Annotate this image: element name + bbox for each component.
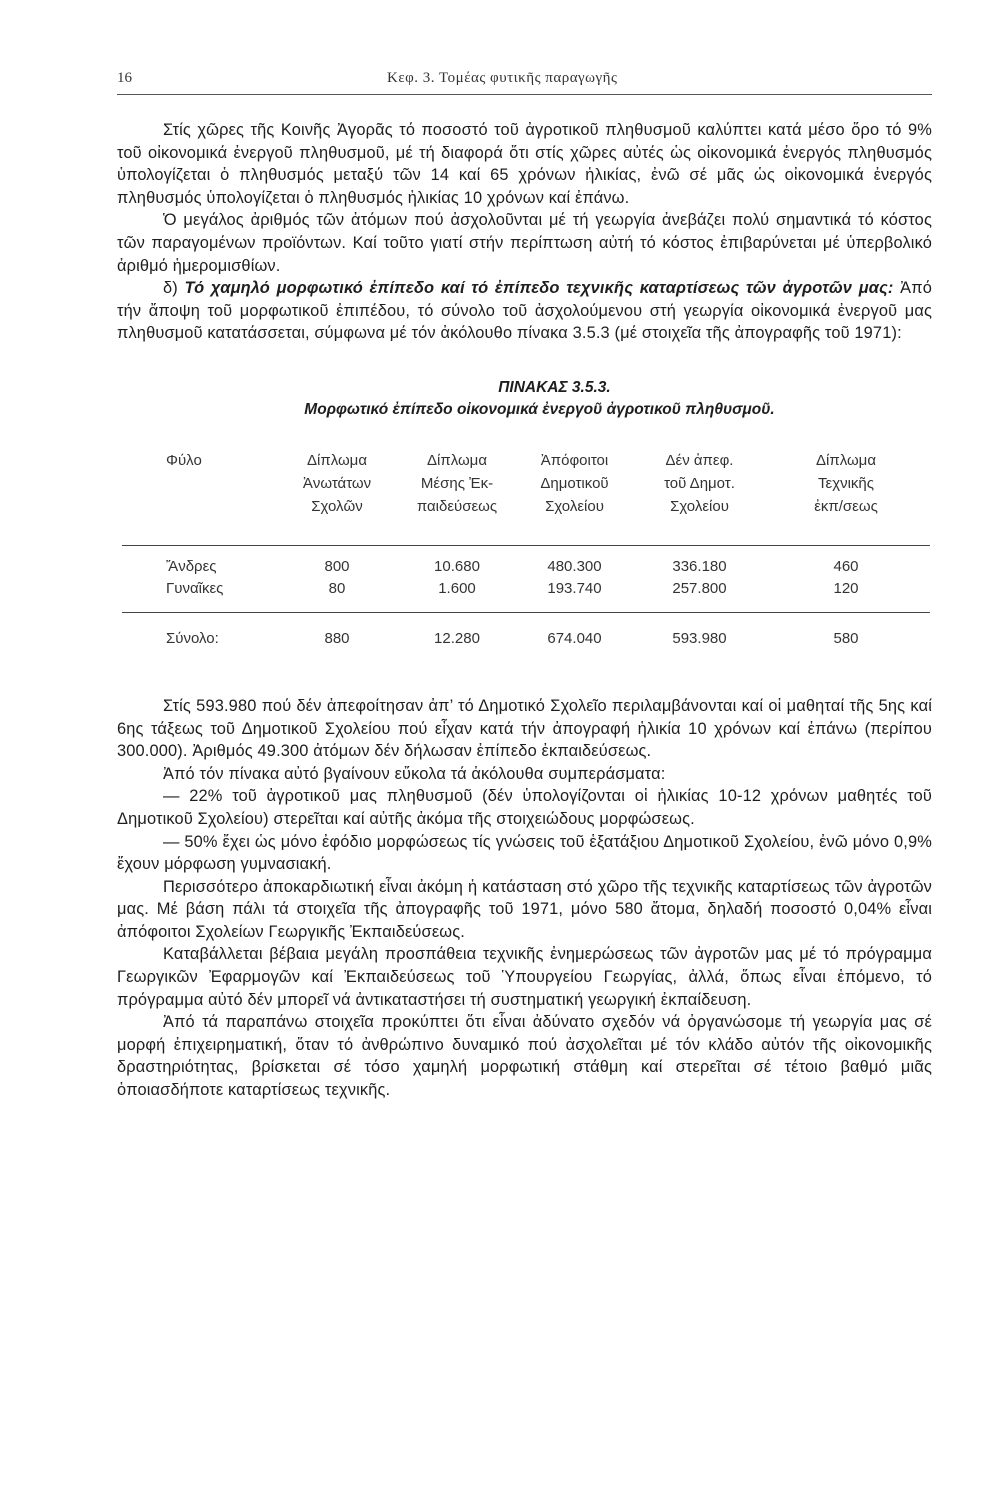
table-cell: Γυναῖκες	[122, 578, 272, 613]
table-caption-title: Μορφωτικό ἐπίπεδο οἰκονομικά ἐνεργοῦ ἀγροτικοῦ πληθυσμοῦ.	[304, 400, 775, 418]
list-item: — 22% τοῦ ἀγροτικοῦ μας πληθυσμοῦ (δέν ὑπολογίζονται οἱ ἡλικίας 10-12 χρόνων μαθητές τοῦ Δημοτικοῦ Σχολείου) στερεῖται καί αὐτῆς ἀκόμα τῆς στοιχειώδους μορφώσεως.	[117, 787, 932, 828]
table-cell: 800	[324, 557, 350, 575]
table-header-row	[122, 435, 930, 546]
table-cell: 674.040	[547, 629, 602, 647]
list-item: — 50% ἔχει ὡς μόνο ἐφόδιο μορφώσεως τίς γνώσεις τοῦ ἑξατάξιου Δημοτικοῦ Σχολείου, ἐνῶ μόνο 0,9% ἔχουν μόρφωση γυμνασιακή.	[117, 832, 932, 874]
header-cell: Δίπλωμα Ἀνωτάτων Σχολῶν	[272, 435, 402, 546]
section-text: Ἀπό τήν ἄποψη τοῦ μορφωτικοῦ ἐπιπέδου, τό σύνολο τοῦ ἀσχολούμενου στή γεωργία οἰκονομικά ἐνεργοῦ μας πληθυσμοῦ κατατάσσεται, σύμφωνα μέ τόν ἀκόλουθο πίνακα 3.5.3 (μέ στοιχεῖα τῆς ἀπογραφῆς τοῦ 1971):	[117, 279, 932, 343]
paragraph: Ἀπό τόν πίνακα αὐτό βγαίνουν εὔκολα τά ἀκόλουθα συμπεράσματα:	[163, 764, 666, 783]
chapter-title: Κεφ. 3. Τομέας φυτικῆς παραγωγῆς	[387, 70, 618, 86]
paragraph: Καταβάλλεται βέβαια μεγάλη προσπάθεια τεχνικῆς ἐνημερώσεως τῶν ἀγροτῶν μας μέ τό πρόγραμμα Γεωργικῶν Ἐφαρμογῶν καί Ἐκπαιδεύσεως τοῦ Ὑπουργείου Γεωργίας, ἀλλά, ὅπως εἶναι ἑπόμενο, τό πρόγραμμα αὐτό δέν μπορεῖ νά ἀντικαταστήσει τή συστηματική γεωργική ἐκπαίδευση.	[117, 945, 932, 1009]
table-cell: 257.800	[637, 578, 762, 613]
table-row	[122, 578, 930, 613]
table-cell: 120	[762, 578, 930, 613]
header-cell: Ἀπόφοιτοι Δημοτικοῦ Σχολείου	[512, 435, 637, 546]
section-d-paragraph	[117, 277, 932, 345]
table-row	[122, 545, 930, 578]
table-cell: 880	[324, 629, 350, 647]
paragraph: Στίς χῶρες τῆς Κοινῆς Ἀγορᾶς τό ποσοστό τοῦ ἀγροτικοῦ πληθυσμοῦ καλύπτει κατά μέσο ὅρο τό 9% τοῦ οἰκονομικά ἐνεργοῦ πληθυσμοῦ, μέ τή διαφορά ὅτι στίς χῶρες αὐτές ὡς οἰκονομικά ἐνεργός πληθυσμός ὑπολογίζεται ὁ πληθυσμός μεταξύ τῶν 14 καί 65 χρόνων ἡλικίας, ἐνῶ σέ μᾶς ὡς οἰκονομικά ἐνεργός πληθυσμός ὑπολογίζεται ὁ πληθυσμός ἡλικίας 10 χρόνων καί ἐπάνω.	[117, 121, 932, 207]
table-cell: 10.680	[434, 557, 480, 575]
table-cell: 1.600	[402, 578, 512, 613]
table-cell: 80	[272, 578, 402, 613]
table-cell: 12.280	[434, 629, 480, 647]
header-cell: Δίπλωμα Τεχνικῆς ἐκπ/σεως	[762, 435, 930, 546]
table-total-row	[122, 612, 930, 665]
table-cell: 193.740	[512, 578, 637, 613]
table-cell: Σύνολο:	[166, 629, 219, 647]
table-caption-number: ΠΙΝΑΚΑΣ 3.5.3.	[498, 378, 611, 396]
table-cell: 460	[833, 557, 859, 575]
paragraph: Στίς 593.980 πού δέν ἀπεφοίτησαν ἀπ’ τό Δημοτικό Σχολεῖο περιλαμβάνονται καί οἱ μαθηταί τῆς 5ης καί 6ης τάξεως τοῦ Δημοτικοῦ Σχολείου πού εἶχαν κατά τήν ἀπογραφή ἡλικία 10 χρόνων καί ἐπάνω (περίπου 300.000). Ἀριθμός 49.300 ἀτόμων δέν δήλωσαν ἐπίπεδο ἐκπαιδεύσεως.	[117, 696, 932, 761]
section-heading: Τό χαμηλό μορφωτικό ἐπίπεδο καί τό ἐπίπεδο τεχνικῆς καταρτίσεως τῶν ἀγροτῶν μας:	[184, 279, 894, 298]
table-cell: 580	[833, 629, 859, 647]
table-cell: Ἄνδρες	[166, 557, 217, 575]
paragraph: Ἀπό τά παραπάνω στοιχεῖα προκύπτει ὅτι εἶναι ἀδύνατο σχεδόν νά ὀργανώσομε τή γεωργία μας σέ μορφή ἐπιχειρηματική, ὅταν τό ἀνθρώπινο δυναμικό πού ἀσχολεῖται μέ τόν κλάδο αὐτόν τῆς οἰκονομικῆς δραστηριότητας, βρίσκεται σέ τόσο χαμηλή μορφωτική στάθμη καί στερεῖται σέ τέτοιο βαθμό μιᾶς ὁποιασδήποτε καταρτίσεως τεχνικῆς.	[117, 1013, 932, 1100]
table-cell: 480.300	[547, 557, 602, 575]
book-page	[117, 68, 932, 1102]
paragraph: Περισσότερο ἀποκαρδιωτική εἶναι ἀκόμη ἡ κατάσταση στό χῶρο τῆς τεχνικῆς καταρτίσεως τῶν ἀγροτῶν μας. Μέ βάση πάλι τά στοιχεῖα τῆς ἀπογραφῆς τοῦ 1971, μόνο 580 ἄτομα, δηλαδή ποσοστό 0,04% εἶναι ἀπόφοιτοι Σχολείων Γεωργικῆς Ἐκπαιδεύσεως.	[117, 877, 932, 941]
header-cell: Δέν ἀπεφ. τοῦ Δημοτ. Σχολείου	[637, 435, 762, 546]
header-cell: Δίπλωμα Μέσης Ἐκ- παιδεύσεως	[402, 435, 512, 546]
page-number: 16	[117, 70, 132, 86]
paragraph: Ὁ μεγάλος ἀριθμός τῶν ἀτόμων πού ἀσχολοῦνται μέ τή γεωργία ἀνεβάζει πολύ σημαντικά τό κόστος τῶν παραγομένων προϊόντων. Καί τοῦτο γιατί στήν περίπτωση αὐτή τό κόστος ἐπιβαρύνεται μέ ὑπερβολικό ἀριθμό ἡμερομισθίων.	[117, 211, 932, 275]
running-header	[117, 68, 932, 95]
table-cell: 336.180	[672, 557, 727, 575]
header-cell: Φύλο	[122, 435, 272, 546]
table-cell: 593.980	[672, 629, 727, 647]
education-table	[122, 435, 930, 665]
section-label: δ)	[163, 279, 178, 298]
